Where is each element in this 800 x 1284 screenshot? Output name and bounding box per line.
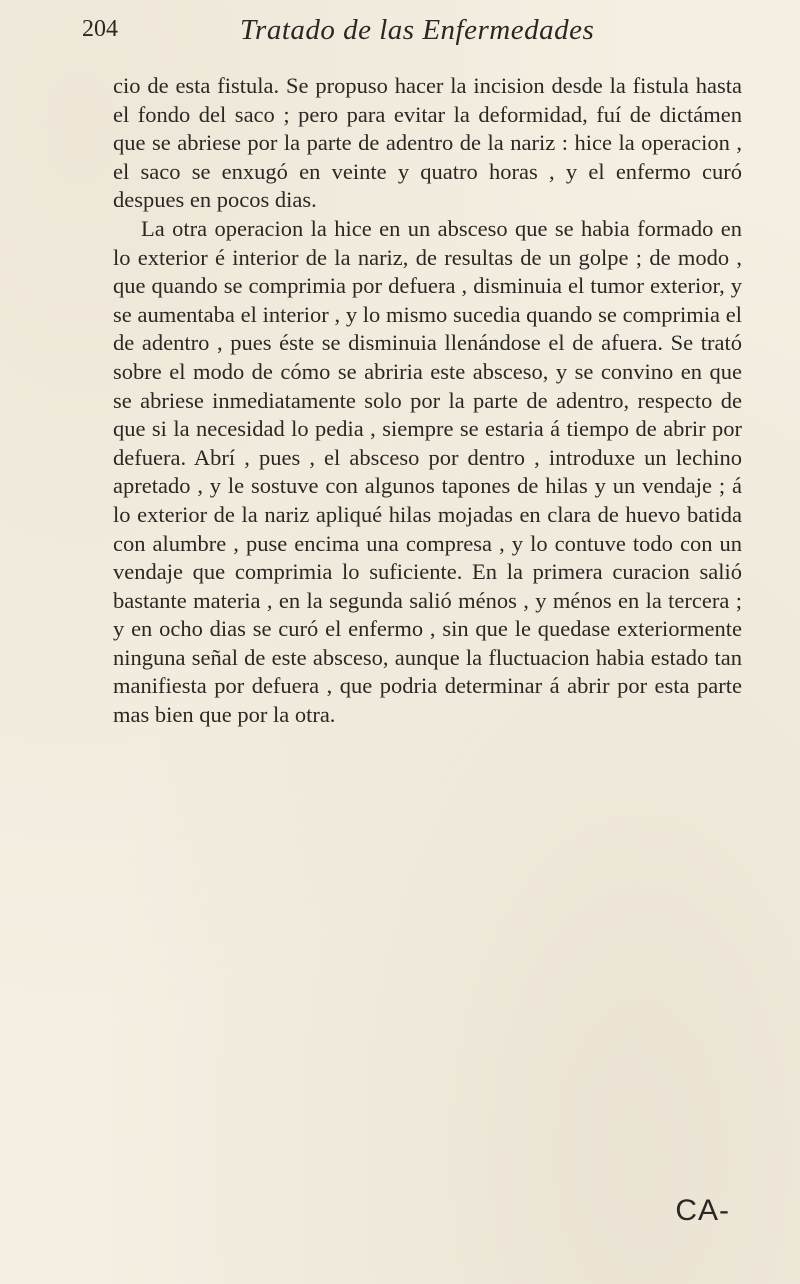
running-title: Tratado de las Enfermedades [240,14,595,46]
body-text [113,72,742,730]
paragraph-abscess-operation: La otra operacion la hice en un absceso que se habia formado en lo exterior é interior de la nariz, de resultas de un golpe ; de modo , que quando se comprimia por defuera , disminuia el tumor exterior, y se aumentaba el interior , y lo mismo sucedia quando se comprimia el de adentro , pues éste se disminuia llenándose el de afuera. Se trató sobre el modo de cómo se abriria este absceso, y se convino en que se abriese inmediatamente solo por la parte de adentro, respecto de que si la necesidad lo pedia , siempre se estaria á tiempo de abrir por defuera. Abrí , pues , el absceso por dentro , introduxe un lechino apretado , y le sostuve con algunos tapones de hilas y un vendaje ; á lo exterior de la nariz apliqué hilas mojadas en clara de huevo batida con alumbre , puse encima una compresa , y lo contuve todo con un vendaje que comprimia lo suficiente. En la primera curacion salió bastante materia , en la segunda salió ménos , y ménos en la tercera ; y en ocho dias se curó el enfermo , sin que le quedase exteriormente ninguna señal de este absceso, aunque la fluctuacion habia estado tan manifiesta por defuera , que podria determinar á abrir por esta parte mas bien que por la otra. [113,215,742,728]
paragraph-continuation: cio de esta fistula. Se propuso hacer la incision desde la fistula hasta el fondo del saco ; pero para evitar la deformidad, fuí de dictámen que se abriese por la parte de adentro de la nariz : hice la operacion , el saco se enxugó en veinte y quatro horas , y el enfermo curó despues en pocos dias. [113,73,742,213]
running-head [82,14,742,54]
catchword: CA- [675,1194,730,1227]
bleed-through-texture [80,800,760,1130]
page-number: 204 [82,16,118,42]
